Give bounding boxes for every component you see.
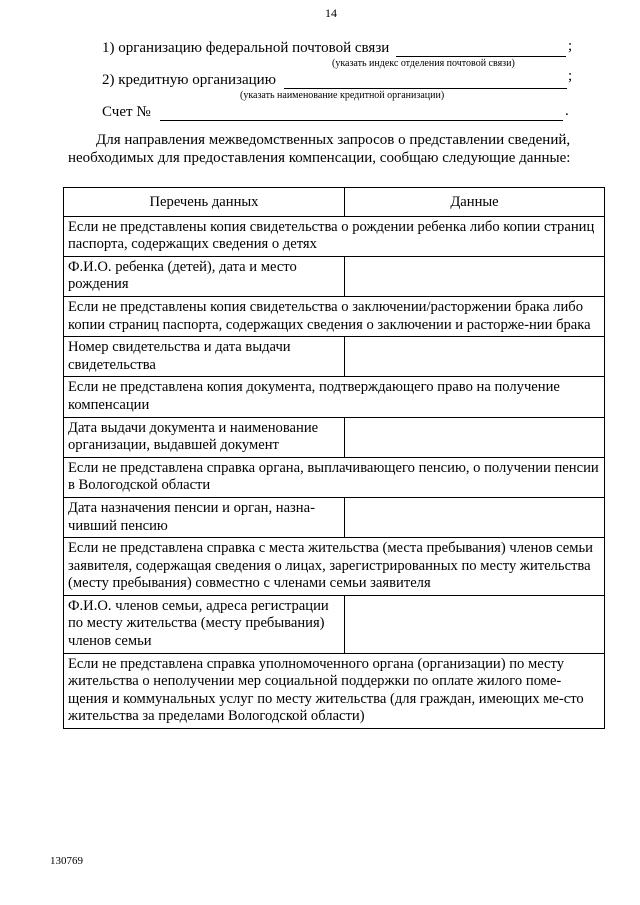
- post-office-semicolon: ;: [568, 38, 573, 54]
- field-value-pension[interactable]: [345, 497, 605, 537]
- field-value-family-members[interactable]: [345, 595, 605, 653]
- section-row-social-support: Если не представлена справка уполномоченного органа (организации) по месту жительства о неполучении мер социальной поддержки по оплате жилого поме-щения и коммунальных услуг по месту жительства (для граждан, имеющих ме-сто жительства за пределами Вологодской области): [64, 653, 605, 728]
- account-fill-line[interactable]: [160, 120, 563, 121]
- table-row: [64, 216, 605, 256]
- field-label-document: Дата выдачи документа и наименование организации, выдавшей документ: [64, 417, 345, 457]
- table-row: [64, 497, 605, 537]
- bank-semicolon: ;: [568, 68, 573, 84]
- table-row: [64, 417, 605, 457]
- intro-line-1: Для направления межведомственных запросов о представлении сведений,: [96, 132, 571, 148]
- section-row-pension: Если не представлена справка органа, выплачивающего пенсию, о получении пенсии в Вологодской области: [64, 457, 605, 497]
- table-row: [64, 296, 605, 336]
- section-row-right-document: Если не представлена копия документа, подтверждающего право на получение компенсации: [64, 377, 605, 417]
- post-office-fill-line[interactable]: [396, 56, 566, 57]
- field-label-certificate: Номер свидетельства и дата выдачи свидетельства: [64, 337, 345, 377]
- table-row: [64, 595, 605, 653]
- document-code: 130769: [50, 855, 83, 867]
- page-number: 14: [325, 6, 337, 20]
- table-row: [64, 457, 605, 497]
- section-row-marriage: Если не представлены копия свидетельства о заключении/расторжении брака либо копии страниц паспорта, содержащих сведения о заключении и расторже-нии брака: [64, 296, 605, 336]
- bank-hint: (указать наименование кредитной организации): [240, 90, 445, 101]
- field-label-child-name: Ф.И.О. ребенка (детей), дата и место рождения: [64, 256, 345, 296]
- table-row: [64, 377, 605, 417]
- table-row: [64, 256, 605, 296]
- field-value-document[interactable]: [345, 417, 605, 457]
- account-period: .: [565, 103, 569, 119]
- post-office-label: 1) организацию федеральной почтовой связи: [102, 40, 390, 56]
- section-row-birth: Если не представлены копия свидетельства о рождении ребенка либо копии страниц паспорта, содержащих сведения о детях: [64, 216, 605, 256]
- table-row: [64, 538, 605, 596]
- field-value-child-name[interactable]: [345, 256, 605, 296]
- header-data-values: Данные: [345, 188, 605, 217]
- field-label-family-members: Ф.И.О. членов семьи, адреса регистрации по месту жительства (месту пребывания) членов семьи: [64, 595, 345, 653]
- field-label-pension: Дата назначения пенсии и орган, назна-чивший пенсию: [64, 497, 345, 537]
- section-row-residence: Если не представлена справка с места жительства (места пребывания) членов семьи заявителя, содержащая сведения о лицах, зарегистрированных по месту жительства (месту пребывания) совместно с членами семьи заявителя: [64, 538, 605, 596]
- post-office-hint: (указать индекс отделения почтовой связи): [332, 58, 515, 69]
- field-value-certificate[interactable]: [345, 337, 605, 377]
- intro-line-2: необходимых для предоставления компенсации, сообщаю следующие данные:: [68, 150, 571, 166]
- table-header-row: [64, 188, 605, 217]
- account-label: Счет №: [102, 104, 151, 120]
- bank-label: 2) кредитную организацию: [102, 72, 276, 88]
- data-table: [63, 187, 605, 729]
- intro-paragraph: [68, 131, 604, 167]
- bank-fill-line[interactable]: [284, 88, 567, 89]
- table-row: [64, 653, 605, 728]
- table-row: [64, 337, 605, 377]
- header-data-list: Перечень данных: [64, 188, 345, 217]
